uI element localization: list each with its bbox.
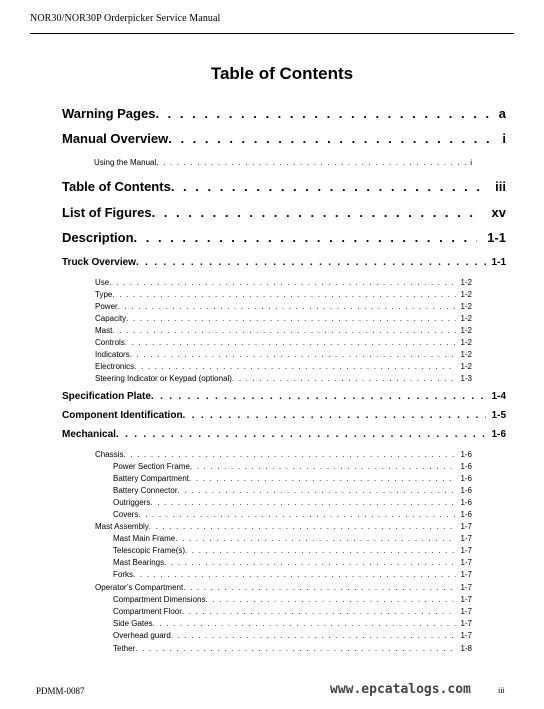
leader-dots xyxy=(151,391,486,402)
leader-dots xyxy=(205,595,456,604)
toc-entry-list-of-figures[interactable] xyxy=(62,205,506,223)
leader-dots xyxy=(109,278,456,287)
leader-dots xyxy=(135,644,456,653)
watermark-url: www.epcatalogs.com xyxy=(330,682,471,697)
leader-dots xyxy=(168,131,492,146)
toc-label: Outriggers xyxy=(113,498,151,507)
toc-label: Specification Plate xyxy=(62,391,151,402)
toc-label: Table of Contents xyxy=(62,179,171,194)
toc-page: i xyxy=(502,131,506,146)
toc-entry-telescopic-frames[interactable] xyxy=(113,546,472,558)
toc-page: 1-6 xyxy=(460,510,472,519)
toc-entry-chassis[interactable] xyxy=(95,450,472,462)
toc-entry-table-of-contents[interactable] xyxy=(62,179,506,197)
toc-entry-type[interactable] xyxy=(95,290,472,302)
toc-entry-mast-assembly[interactable] xyxy=(95,522,472,534)
leader-dots xyxy=(116,429,486,440)
leader-dots xyxy=(182,607,457,616)
toc-entry-mechanical[interactable] xyxy=(62,429,506,443)
toc-label: Truck Overview xyxy=(62,257,136,268)
toc-page: 1-7 xyxy=(460,546,472,555)
leader-dots xyxy=(189,474,456,483)
toc-page: 1-2 xyxy=(460,338,472,347)
toc-label: Mast xyxy=(95,326,113,335)
toc-label: Side Gates xyxy=(113,619,153,628)
toc-page: xv xyxy=(491,205,506,220)
toc-entry-truck-overview[interactable] xyxy=(62,257,506,271)
toc-page: 1-7 xyxy=(460,631,472,640)
toc-label: List of Figures xyxy=(62,205,152,220)
toc-label: Tether xyxy=(113,644,136,653)
toc-entry-controls[interactable] xyxy=(95,338,472,350)
toc-label: Warning Pages xyxy=(62,106,156,121)
toc-entry-mast[interactable] xyxy=(95,326,472,338)
document-number: PDMM-0087 xyxy=(36,686,85,696)
toc-page: 1-1 xyxy=(487,230,506,245)
toc-entry-specification-plate[interactable] xyxy=(62,391,506,405)
toc-page: 1-3 xyxy=(460,374,472,383)
toc-page: 1-6 xyxy=(460,450,472,459)
page-title: Table of Contents xyxy=(210,64,354,83)
toc-entry-forks[interactable] xyxy=(113,570,472,582)
leader-dots xyxy=(130,350,457,359)
toc-label: Indicators xyxy=(95,350,130,359)
leader-dots xyxy=(112,326,456,335)
toc-label: Steering Indicator or Keypad (optional) xyxy=(95,374,232,383)
leader-dots xyxy=(183,583,456,592)
toc-page: iii xyxy=(495,179,506,194)
toc-entry-side-gates[interactable] xyxy=(113,619,472,631)
toc-page: 1-2 xyxy=(460,314,472,323)
toc-entry-manual-overview[interactable] xyxy=(62,131,506,149)
toc-page: 1-7 xyxy=(460,570,472,579)
toc-label: Power xyxy=(95,302,118,311)
leader-dots xyxy=(185,546,456,555)
toc-label: Chassis xyxy=(95,450,124,459)
toc-label: Compartment Floor xyxy=(113,607,182,616)
toc-label: Forks xyxy=(113,570,133,579)
toc-entry-electronics[interactable] xyxy=(95,362,472,374)
toc-page: 1-2 xyxy=(460,278,472,287)
toc-page: 1-7 xyxy=(460,583,472,592)
toc-label: Mast Assembly xyxy=(95,522,149,531)
toc-entry-power-section-frame[interactable] xyxy=(113,462,472,474)
toc-entry-outriggers[interactable] xyxy=(113,498,472,510)
leader-dots xyxy=(125,338,457,347)
toc-label: Overhead guard xyxy=(113,631,171,640)
toc-page: 1-6 xyxy=(460,498,472,507)
toc-entry-tether[interactable] xyxy=(113,644,472,656)
toc-label: Component Identification xyxy=(62,410,183,421)
toc-entry-mast-bearings[interactable] xyxy=(113,558,472,570)
toc-page: 1-6 xyxy=(491,429,506,440)
page-number: iii xyxy=(498,686,505,695)
running-header: NOR30/NOR30P Orderpicker Service Manual xyxy=(30,13,221,24)
toc-label: Electronics xyxy=(95,362,135,371)
toc-label: Battery Compartment xyxy=(113,474,190,483)
leader-dots xyxy=(134,230,478,245)
toc-label: Use xyxy=(95,278,110,287)
toc-page: 1-6 xyxy=(460,486,472,495)
toc-page: 1-4 xyxy=(491,391,506,402)
leader-dots xyxy=(155,106,488,121)
toc-page: 1-1 xyxy=(491,257,506,268)
toc-page: 1-2 xyxy=(460,290,472,299)
leader-dots xyxy=(126,314,456,323)
leader-dots xyxy=(150,498,456,507)
toc-page: 1-6 xyxy=(460,474,472,483)
toc-entry-battery-compartment[interactable] xyxy=(113,474,472,486)
toc-entry-mast-main-frame[interactable] xyxy=(113,534,472,546)
toc-label: Manual Overview xyxy=(62,131,169,146)
toc-label: Mast Bearings xyxy=(113,558,165,567)
header-rule xyxy=(30,33,514,34)
toc-entry-using-the-manual[interactable] xyxy=(94,158,472,170)
toc-page: 1-8 xyxy=(460,644,472,653)
toc-label: Covers xyxy=(113,510,139,519)
toc-entry-compartment-floor[interactable] xyxy=(113,607,472,619)
toc-entry-operators-compartment[interactable] xyxy=(95,583,472,595)
toc-page: 1-2 xyxy=(460,302,472,311)
toc-label: Operator’s Compartment xyxy=(95,583,184,592)
leader-dots xyxy=(153,619,457,628)
leader-dots xyxy=(190,462,457,471)
toc-page: 1-2 xyxy=(460,362,472,371)
toc-page: 1-6 xyxy=(460,462,472,471)
leader-dots xyxy=(136,257,486,268)
toc-page: 1-7 xyxy=(460,534,472,543)
leader-dots xyxy=(171,179,485,194)
leader-dots xyxy=(232,374,456,383)
leader-dots xyxy=(123,450,456,459)
toc-entry-steering-indicator[interactable] xyxy=(95,374,472,386)
toc-label: Description xyxy=(62,230,134,245)
toc-label: Compartment Dimensions xyxy=(113,595,206,604)
toc-entry-warning-pages[interactable] xyxy=(62,106,506,124)
leader-dots xyxy=(133,570,456,579)
toc-entry-component-identification[interactable] xyxy=(62,410,506,424)
toc-label: Battery Connector xyxy=(113,486,178,495)
toc-page: 1-2 xyxy=(460,326,472,335)
toc-label: Power Section Frame xyxy=(113,462,190,471)
toc-page: 1-5 xyxy=(491,410,506,421)
leader-dots xyxy=(134,362,456,371)
leader-dots xyxy=(177,486,456,495)
leader-dots xyxy=(138,510,456,519)
toc-label: Type xyxy=(95,290,113,299)
toc-entry-description[interactable] xyxy=(62,230,506,248)
toc-entry-compartment-dimensions[interactable] xyxy=(113,595,472,607)
leader-dots xyxy=(175,534,456,543)
toc-entry-covers[interactable] xyxy=(113,510,472,522)
toc-page: 1-7 xyxy=(460,607,472,616)
toc-page: 1-7 xyxy=(460,595,472,604)
toc-label: Mast Main Frame xyxy=(113,534,176,543)
toc-label: Mechanical xyxy=(62,429,116,440)
toc-page: 1-2 xyxy=(460,350,472,359)
leader-dots xyxy=(156,158,466,167)
toc-page: 1-7 xyxy=(460,619,472,628)
toc-label: Controls xyxy=(95,338,125,347)
leader-dots xyxy=(112,290,456,299)
toc-entry-overhead-guard[interactable] xyxy=(113,631,472,643)
toc-entry-use[interactable] xyxy=(95,278,472,290)
leader-dots xyxy=(183,410,486,421)
toc-page: 1-7 xyxy=(460,558,472,567)
toc-entry-battery-connector[interactable] xyxy=(113,486,472,498)
toc-entry-power[interactable] xyxy=(95,302,472,314)
toc-entry-capacity[interactable] xyxy=(95,314,472,326)
leader-dots xyxy=(118,302,457,311)
leader-dots xyxy=(171,631,457,640)
toc-entry-indicators[interactable] xyxy=(95,350,472,362)
toc-page: 1-7 xyxy=(460,522,472,531)
leader-dots xyxy=(152,205,482,220)
leader-dots xyxy=(164,558,456,567)
toc-page: i xyxy=(470,158,472,167)
toc-label: Capacity xyxy=(95,314,127,323)
leader-dots xyxy=(149,522,457,531)
toc-page: a xyxy=(498,106,506,121)
toc-label: Using the Manual xyxy=(94,158,157,167)
toc-label: Telescopic Frame(s) xyxy=(113,546,186,555)
